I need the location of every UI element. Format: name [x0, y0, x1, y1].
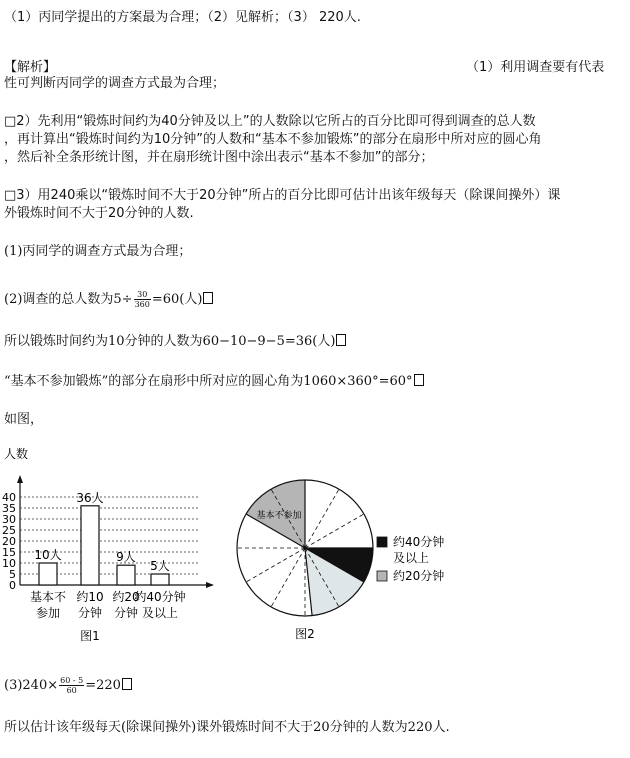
y-tick-label: 35 — [2, 502, 16, 515]
legend-swatch — [377, 571, 387, 581]
placeholder-box-icon — [122, 678, 132, 690]
solution-step2-suffix: =60(人) — [151, 292, 203, 307]
solution-step3 — [4, 334, 346, 350]
bar-value-label: 36人 — [76, 490, 104, 505]
y-axis-arrow-icon — [17, 475, 23, 483]
x-category-label: 约10 — [76, 590, 104, 604]
solution-step4-text: “基本不参加锻炼”的部分在扇形中所对应的圆心角为1060×360°=60° — [4, 374, 413, 389]
y-tick-label: 5 — [9, 568, 16, 581]
answer-line: （1）丙同学提出的方案最为合理；（2）见解析；（3） 220人. — [4, 10, 361, 25]
bar-value-label: 5人 — [150, 559, 170, 573]
x-category-label: 约40分钟 — [134, 590, 186, 604]
legend-label: 及以上 — [393, 551, 430, 565]
fraction-denominator: 60 — [66, 686, 77, 695]
analysis-point1-right: （1）利用调查要有代表 — [466, 60, 605, 75]
x-category-label: 参加 — [35, 606, 61, 620]
solution-step7: 所以估计该年级每天(除课间操外)课外锻炼时间不大于20分钟的人数为220人. — [4, 720, 450, 735]
y-tick-label: 25 — [2, 524, 16, 537]
x-category-label: 基本不 — [29, 590, 67, 604]
legend-swatch — [377, 537, 387, 547]
analysis-point1-cont: 性可判断丙同学的调查方式最为合理； — [4, 76, 226, 91]
bar — [151, 574, 169, 585]
legend-label: 约20分钟 — [393, 569, 445, 583]
fraction-numerator: 30 — [134, 290, 151, 300]
analysis-point3-line2: 外锻炼时间不大于20分钟的人数. — [4, 206, 194, 221]
solution-step4 — [4, 374, 424, 390]
solution-step2-prefix: (2)调查的总人数为5÷ — [4, 292, 133, 307]
solution-step2 — [4, 288, 213, 312]
y-axis-label: 人数 — [4, 447, 29, 461]
fraction-30-360 — [134, 290, 151, 309]
solution-step1: (1)丙同学的调查方式最为合理； — [4, 244, 192, 259]
analysis-point2-line3: ，然后补全条形统计图，并在扇形统计图中涂出表示“基本不参加”的部分； — [4, 150, 434, 165]
x-category-label: 分钟 — [113, 606, 139, 620]
pie-chart-figure2 — [235, 478, 465, 648]
y-tick-label: 10 — [2, 557, 16, 570]
fraction-numerator: 60 - 5 — [60, 676, 84, 685]
placeholder-box-icon — [414, 374, 424, 386]
placeholder-box-icon — [203, 292, 213, 304]
y-tick-label: 20 — [2, 535, 16, 548]
analysis-heading: 【解析】 — [4, 60, 57, 75]
y-tick-label: 15 — [2, 546, 16, 559]
analysis-point2-line1: □2）先利用“锻炼时间约为40分钟及以上”的人数除以它所占的百分比即可得到调查的总人数 — [4, 114, 536, 129]
analysis-point2-line2: ，再计算出“锻炼时间约为10分钟”的人数和“基本不参加锻炼”的部分在扇形中所对应的圆心角 — [4, 132, 542, 147]
solution-step3-text: 所以锻炼时间约为10分钟的人数为60−10−9−5=36(人) — [4, 334, 336, 349]
figure1-caption: 图1 — [80, 629, 100, 643]
bar — [117, 565, 135, 585]
figure2-caption: 图2 — [295, 627, 315, 641]
x-axis-arrow-icon — [206, 582, 214, 588]
bar-value-label: 9人 — [116, 550, 136, 565]
analysis-point3-line1: □3）用240乘以“锻炼时间不大于20分钟”所占的百分比即可估计出该年级每天（除课间操外）课 — [4, 188, 561, 203]
y-tick-label: 30 — [2, 513, 16, 526]
bar — [81, 506, 99, 585]
placeholder-box-icon — [336, 334, 346, 346]
bar-chart-figure1 — [0, 440, 230, 650]
solution-step5: 如图， — [4, 412, 44, 427]
x-category-label: 约20 — [112, 590, 140, 604]
bar-value-label: 10人 — [34, 548, 62, 562]
solution-step6-prefix: (3)240× — [4, 678, 59, 693]
y-tick-label: 0 — [9, 579, 16, 592]
bar — [39, 563, 57, 585]
fraction-55-60 — [59, 676, 84, 695]
legend-label: 约40分钟 — [393, 535, 445, 549]
x-category-label: 及以上 — [141, 606, 179, 620]
solution-step6-suffix: =220 — [85, 678, 121, 693]
pie-label-basic-none: 基本不参加 — [256, 511, 302, 521]
solution-step6 — [4, 674, 132, 698]
y-tick-label: 40 — [2, 491, 16, 504]
fraction-denominator: 360 — [134, 300, 150, 309]
x-category-label: 分钟 — [77, 606, 103, 620]
